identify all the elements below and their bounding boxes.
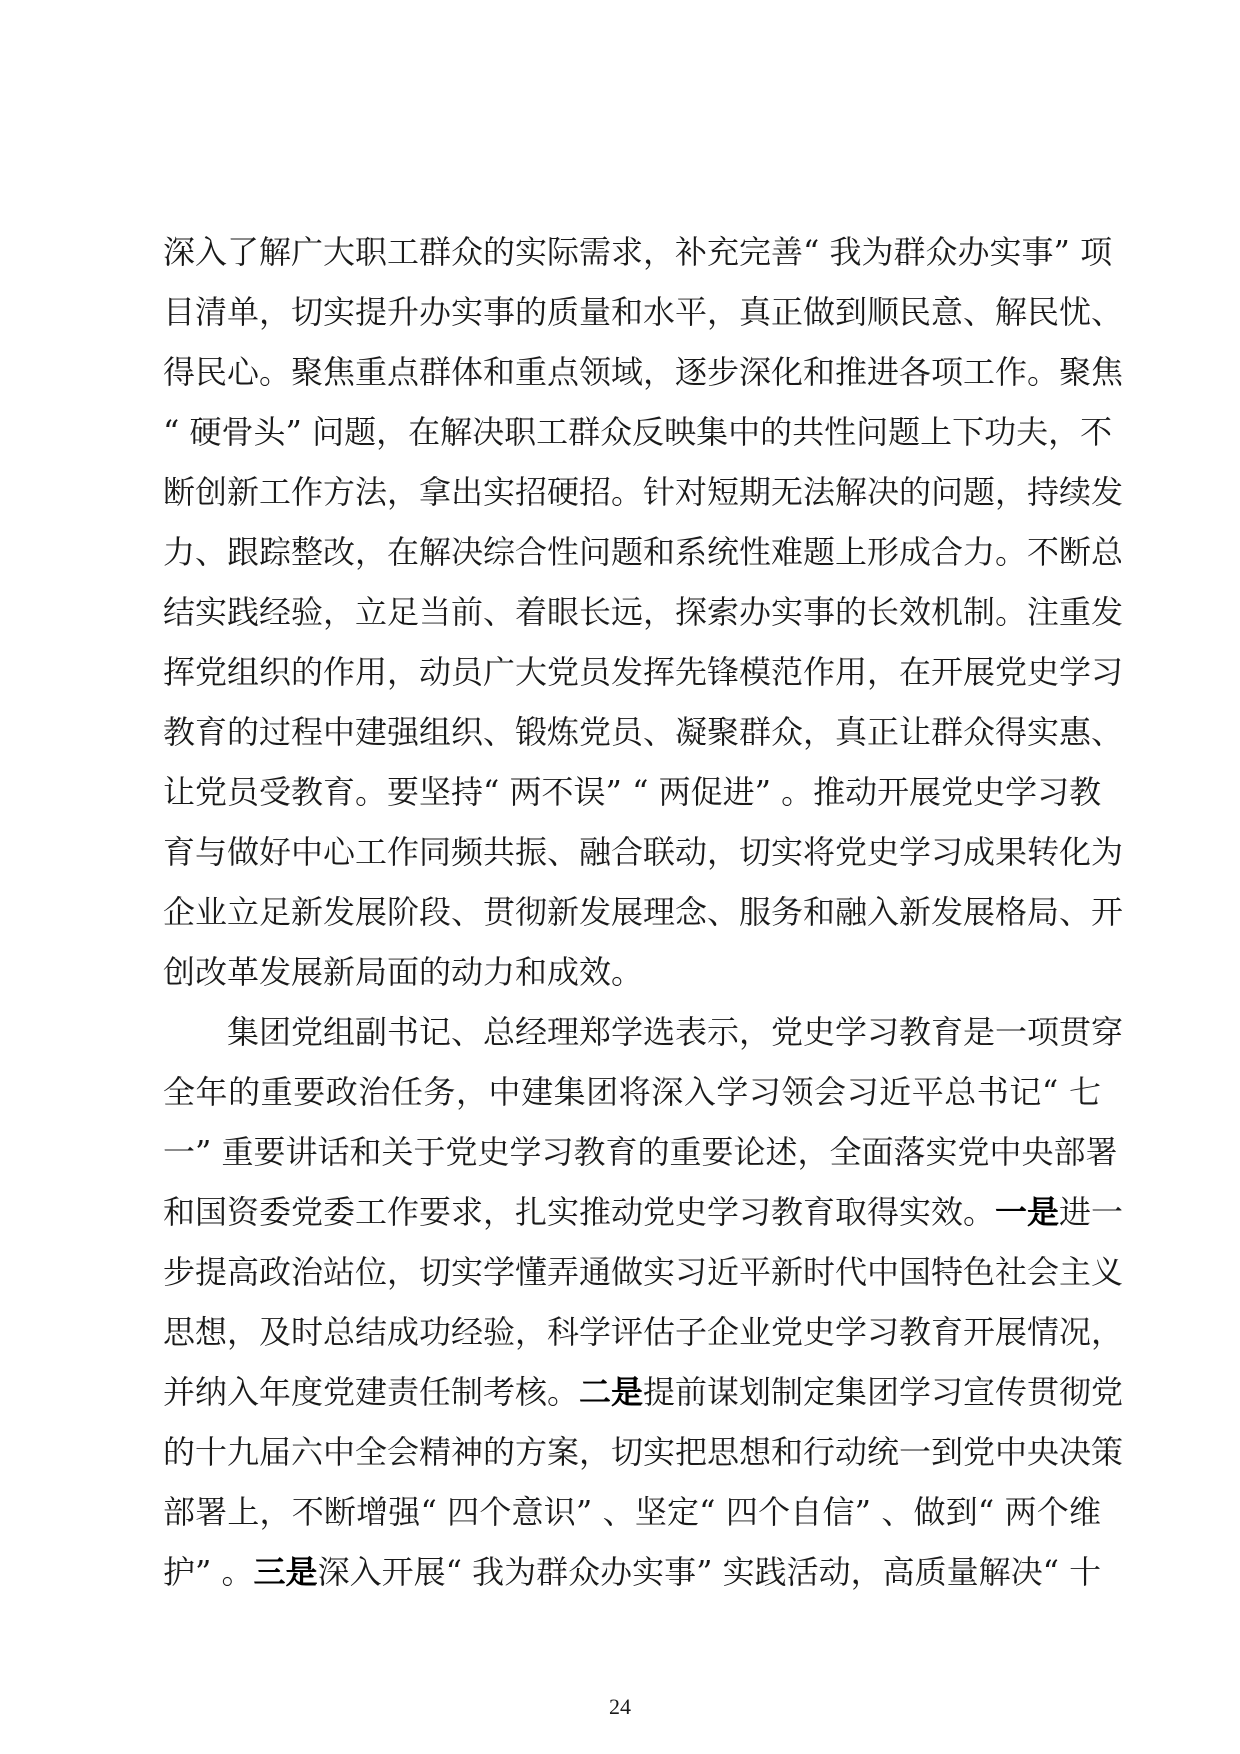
text-line: 挥党组织的作用，动员广大党员发挥先锋模范作用，在开展党史学习: [163, 653, 1124, 691]
text-line: [163, 1362, 1124, 1422]
text-line: 全年的重要政治任务，中建集团将深入学习领会习近平总书记“ 七: [163, 1073, 1101, 1111]
paragraph-2: [163, 1002, 1124, 1602]
text-line: “ 硬骨头” 问题，在解决职工群众反映集中的共性问题上下功夫，不: [163, 413, 1113, 451]
text-run: 深入开展“ 我为群众办实事” 实践活动，高质量解决“ 十: [317, 1553, 1102, 1591]
text-line: 让党员受教育。要坚持“ 两不误” “ 两促进” 。推动开展党史学习教: [163, 773, 1102, 811]
text-line: [163, 1182, 1124, 1242]
paragraph-1: [163, 222, 1124, 1002]
text-line: 的十九届六中全会精神的方案，切实把思想和行动统一到党中央决策: [163, 1433, 1124, 1471]
text-line: 步提高政治站位，切实学懂弄通做实习近平新时代中国特色社会主义: [163, 1253, 1124, 1291]
text-line: 思想，及时总结成功经验，科学评估子企业党史学习教育开展情况，: [163, 1313, 1124, 1351]
bold-ordinal: 一是: [995, 1193, 1060, 1231]
bold-ordinal: 三是: [253, 1553, 318, 1591]
document-body: [163, 222, 1124, 1602]
text-run: 护” 。: [163, 1553, 254, 1591]
text-line: 目清单，切实提升办实事的质量和水平，真正做到顺民意、解民忧、: [163, 293, 1124, 331]
text-line: 得民心。聚焦重点群体和重点领域，逐步深化和推进各项工作。聚焦: [163, 353, 1124, 391]
text-line: 断创新工作方法，拿出实招硬招。针对短期无法解决的问题，持续发: [163, 473, 1124, 511]
text-line: 集团党组副书记、总经理郑学选表示，党史学习教育是一项贯穿: [227, 1013, 1124, 1051]
text-line: 教育的过程中建强组织、锻炼党员、凝聚群众，真正让群众得实惠、: [163, 713, 1124, 751]
text-line: 企业立足新发展阶段、贯彻新发展理念、服务和融入新发展格局、开: [163, 893, 1124, 931]
text-line: 一” 重要讲话和关于党史学习教育的重要论述，全面落实党中央部署: [163, 1133, 1118, 1171]
text-run: 并纳入年度党建责任制考核。: [163, 1373, 580, 1411]
text-line: 育与做好中心工作同频共振、融合联动，切实将党史学习成果转化为: [163, 833, 1124, 871]
bold-ordinal: 二是: [579, 1373, 644, 1411]
text-line: 部署上，不断增强“ 四个意识” 、坚定“ 四个自信” 、做到“ 两个维: [163, 1493, 1101, 1531]
text-run: 进一: [1059, 1193, 1124, 1231]
text-run: 提前谋划制定集团学习宣传贯彻党: [643, 1373, 1124, 1411]
text-line: 深入了解广大职工群众的实际需求，补充完善“ 我为群众办实事” 项: [163, 233, 1113, 271]
text-line: 力、跟踪整改，在解决综合性问题和系统性难题上形成合力。不断总: [163, 533, 1124, 571]
text-line: 创改革发展新局面的动力和成效。: [163, 953, 644, 991]
text-run: 和国资委党委工作要求，扎实推动党史学习教育取得实效。: [163, 1193, 996, 1231]
page-number: 24: [609, 1694, 631, 1719]
text-line: 结实践经验，立足当前、着眼长远，探索办实事的长效机制。注重发: [163, 593, 1124, 631]
text-line: [163, 1542, 1101, 1602]
